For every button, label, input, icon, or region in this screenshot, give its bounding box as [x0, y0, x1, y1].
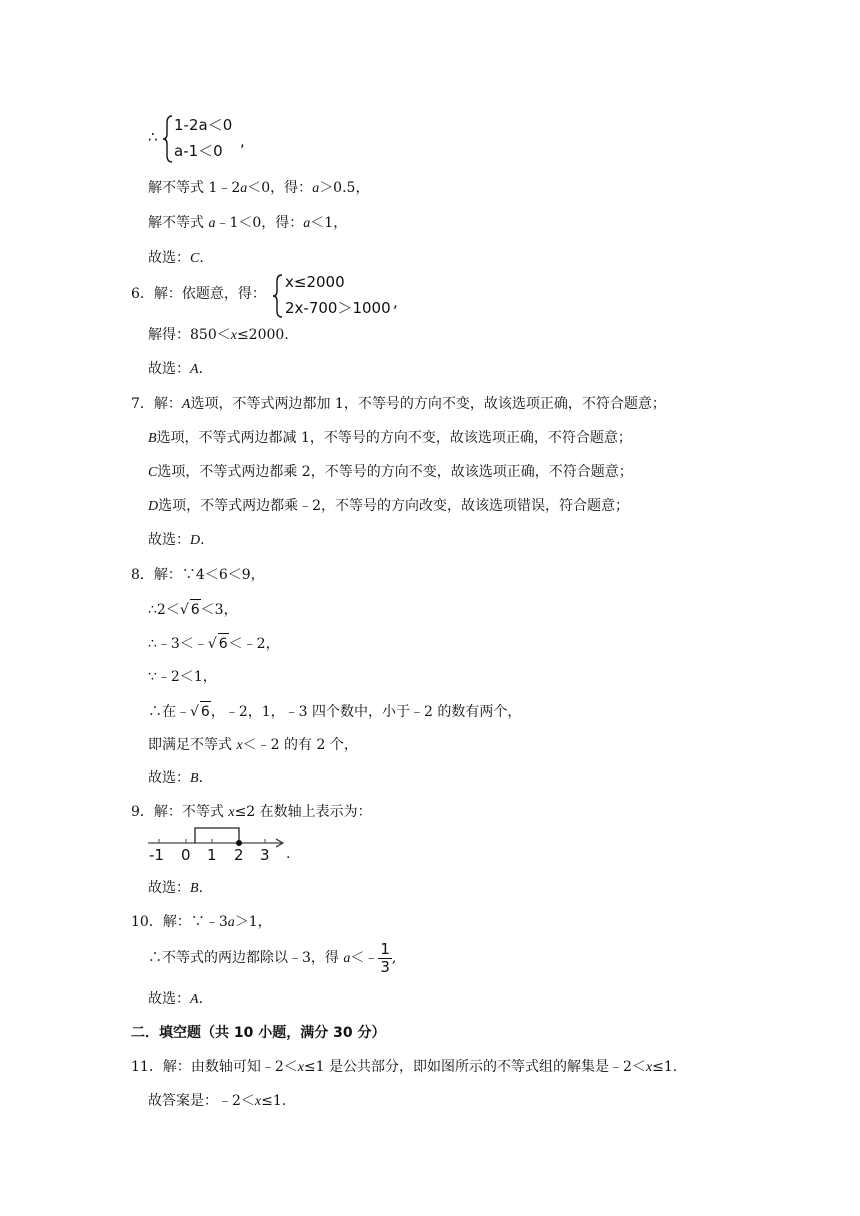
q8-line3 — [148, 633, 280, 654]
denominator: 3 — [380, 957, 390, 976]
text: . — [198, 770, 204, 786]
text: ＜3， — [200, 602, 238, 618]
q6-system-row1: x≤2000 — [285, 273, 345, 291]
text: ＜0，得： — [247, 180, 313, 196]
option-letter: C — [148, 465, 158, 480]
text: 选项，不等式两边都乘﹣2，不等号的方向改变，故该选项错误，符合题意； — [158, 498, 630, 514]
q8-line4 — [148, 667, 217, 687]
q10-answer — [148, 989, 203, 1010]
var-a: a — [240, 181, 248, 196]
text: 解不等式 1﹣2 — [148, 180, 241, 196]
var-a: a — [343, 951, 351, 966]
text: 6．解：依题意，得： — [131, 286, 266, 302]
text: 选项，不等式两边都加 1，不等号的方向不变，故该选项正确，不符合题意； — [190, 396, 666, 412]
text: ，﹣2，1，﹣3 四个数中，小于﹣2 的数有两个， — [210, 704, 522, 720]
text: ≤2 在数轴上表示为： — [234, 804, 372, 820]
q7-line3 — [148, 462, 633, 483]
text: 7．解： — [131, 396, 182, 412]
tick-label: -1 — [149, 846, 164, 864]
q6-line1 — [148, 325, 289, 346]
q8-line6 — [148, 735, 358, 756]
text: ≤1 是公共部分，即如图所示的不等式组的解集是﹣2＜ — [303, 1059, 646, 1075]
q5-answer — [148, 248, 204, 269]
answer-letter: B — [190, 771, 199, 786]
q10-line1 — [131, 912, 272, 933]
radicand: 6 — [190, 599, 201, 620]
q6-brace-icon — [272, 274, 284, 318]
q11-line1 — [131, 1057, 677, 1078]
text: 解不等式 — [148, 215, 209, 231]
text: ＞1， — [234, 914, 272, 930]
answer-letter: D — [190, 533, 201, 548]
q5-line2 — [148, 213, 347, 234]
option-letter: B — [148, 431, 157, 446]
option-letter: D — [148, 499, 159, 514]
var-x: x — [254, 1094, 262, 1109]
text: 解得：850＜ — [148, 327, 231, 343]
sqrt-symbol: √ 6 — [208, 633, 229, 654]
q6-system — [272, 273, 402, 319]
answer-letter: B — [190, 881, 199, 896]
q5-system-row1: 1-2a＜0 — [174, 116, 233, 134]
q6-answer — [148, 359, 203, 380]
text: ＜1， — [310, 215, 348, 231]
text: . — [198, 361, 204, 377]
sqrt-symbol: √ 6 — [190, 701, 211, 722]
var-x: x — [228, 805, 235, 820]
text: 故选： — [148, 532, 190, 548]
text: . — [198, 880, 204, 896]
q5-line1 — [148, 178, 369, 199]
q7-line1 — [131, 394, 666, 415]
text: ＜﹣ — [350, 950, 379, 966]
text: 9．解：不等式 — [131, 804, 229, 820]
q8-answer — [148, 768, 203, 789]
q7-line2 — [148, 428, 632, 449]
text: 即满足不等式 — [148, 737, 237, 753]
q5-therefore: ∴ — [148, 128, 158, 146]
tick-label: 3 — [260, 846, 270, 864]
text: ≤2000. — [236, 327, 289, 343]
var-a: a — [312, 181, 320, 196]
text: . — [199, 250, 204, 266]
section-heading: 二．填空题（共 10 小题，满分 30 分） — [131, 1025, 386, 1041]
tick-label: 0 — [181, 846, 191, 864]
text: 选项，不等式两边都乘 2，不等号的方向不变，故该选项正确，不符合题意； — [157, 464, 633, 480]
option-letter: A — [181, 397, 191, 412]
tick-label: 1 — [207, 846, 217, 864]
var-a: a — [227, 915, 235, 930]
text: 故选： — [148, 250, 190, 266]
q5-system-row2: a-1＜0 — [174, 142, 223, 160]
radicand: 6 — [200, 701, 211, 722]
text: 8．解：∵4＜6＜9， — [131, 567, 265, 583]
q8-line5 — [148, 701, 521, 722]
text: 故选： — [148, 361, 190, 377]
text: . — [200, 532, 205, 548]
radicand: 6 — [218, 633, 229, 654]
q9-line1 — [131, 802, 372, 823]
text: ＞0.5， — [319, 180, 370, 196]
text: ＜﹣2 的有 2 个， — [242, 737, 358, 753]
var-x: x — [297, 1060, 304, 1075]
var-a: a — [208, 216, 216, 231]
q10-line2 — [148, 940, 396, 977]
text: 故选： — [148, 991, 190, 1007]
text: . — [198, 991, 204, 1007]
q11-answer — [148, 1091, 286, 1112]
text: ∴﹣3＜﹣ — [148, 636, 208, 652]
q6-system-row2: 2x-700＞1000 — [285, 299, 391, 317]
number-line-figure — [146, 826, 296, 848]
answer-letter: A — [190, 362, 199, 377]
q9-number-line — [146, 826, 296, 866]
text: 10．解：∵﹣3 — [131, 914, 228, 930]
var-a: a — [303, 216, 311, 231]
fraction — [378, 941, 392, 976]
text: , — [391, 950, 397, 966]
q8-line2 — [148, 599, 238, 620]
q5-system — [148, 114, 258, 164]
text: ≤1. — [652, 1059, 678, 1075]
text: 故选： — [148, 770, 190, 786]
text: ≤1. — [261, 1093, 287, 1109]
q8-line1 — [131, 565, 265, 585]
answer-letter: A — [190, 992, 199, 1007]
q6-lead — [131, 284, 266, 304]
text: 故答案是：﹣2＜ — [148, 1093, 255, 1109]
figure-period: . — [286, 846, 291, 862]
q7-answer — [148, 530, 205, 551]
q7-line4 — [148, 496, 629, 517]
numerator: 1 — [380, 939, 390, 958]
sqrt-symbol: √ 6 — [180, 599, 201, 620]
text: ∴2＜ — [148, 602, 180, 618]
tick-label: 2 — [234, 846, 244, 864]
q9-answer — [148, 878, 203, 899]
var-x: x — [230, 328, 237, 343]
text: ﹣1＜0，得： — [215, 215, 304, 231]
q6-system-comma: , — [393, 293, 398, 311]
q5-brace-icon — [162, 115, 174, 163]
var-x: x — [236, 738, 243, 753]
q5-system-comma: , — [240, 132, 245, 150]
text: 选项，不等式两边都减 1，不等号的方向不变，故该选项正确，不符合题意； — [156, 430, 632, 446]
text: ∵﹣2＜1， — [148, 669, 217, 685]
answer-letter: C — [190, 251, 200, 266]
text: 11．解：由数轴可知﹣2＜ — [131, 1059, 298, 1075]
text: 故选： — [148, 880, 190, 896]
var-x: x — [645, 1060, 653, 1075]
text: ∴不等式的两边都除以﹣3，得 — [148, 950, 344, 966]
text: ＜﹣2， — [228, 636, 280, 652]
text: ∴在﹣ — [148, 704, 190, 720]
